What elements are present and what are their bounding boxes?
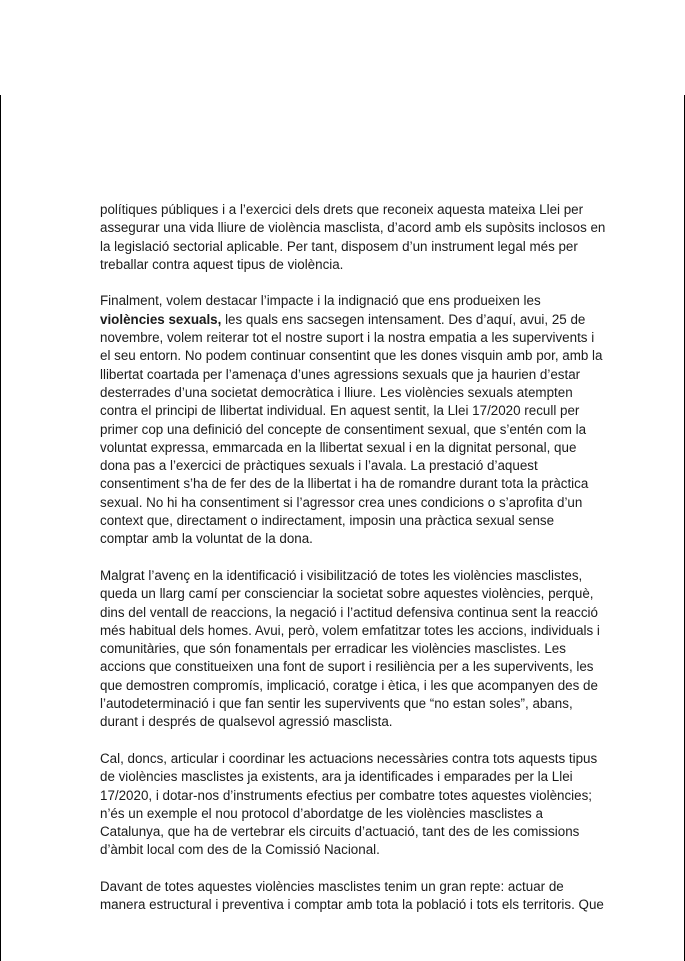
bold-term-sexual-violence: violències sexuals, [100, 311, 222, 327]
paragraph-text: Malgrat l’avenç en la identificació i visibilització de totes les violències masclistes, queda un llarg camí per conscienciar la societat sobre aquestes violències, perquè, dins del ventall de reaccions, la negació i l’actitud defensiva continua sent la reacció més habitual dels homes. Avui, però, volem emfatitzar totes les accions, individuals i comunitàries, que són fonamentals per erradicar les violències masclistes. Les accions que constitueixen una font de suport i resiliència per a les supervivents, les que demostren compromís, implicació, coratge i ètica, i les que acompanyen des de l’autodeterminació i que fan sentir les supervivents que “no estan soles”, abans, durant i després de qualsevol agressió masclista. [100, 567, 600, 730]
paragraph-public-policies [100, 201, 622, 274]
paragraph-lead-text: Finalment, volem destacar l’impacte i la indignació que ens produeixen les [100, 293, 541, 309]
page-left-edge [0, 95, 1, 961]
paragraph-text: Davant de totes aquestes violències masclistes tenim un gran repte: actuar de manera estructural i preventiva i comptar amb tota la població i tots els territoris. Que [100, 878, 604, 913]
paragraph-text: Cal, doncs, articular i coordinar les actuacions necessàries contra tots aquests tipus de violències masclistes ja existents, ara ja identificades i emparades per la Llei 17/2020, i dotar-nos d’instruments efectius per combatre totes aquestes violències; n’és un exemple el nou protocol d’abordatge de les violències masclistes a Catalunya, que ha de vertebrar els circuits d’actuació, tant des de les comissions d’àmbit local com des de la Comissió Nacional. [100, 750, 598, 858]
paragraph-awareness [100, 567, 622, 732]
paragraph-sexual-violence [100, 292, 622, 548]
paragraph-text: les quals ens sacsegen intensament. Des d’aquí, avui, 25 de novembre, volem reiterar tot el nostre suport i la nostra empatia a les supervivents i el seu entorn. No podem continuar consentint que les dones visquin amb por, amb la llibertat coartada per l’amenaça d’unes agressions sexuals que ja haurien d’estar desterrades d’una societat democràtica i lliure. Les violències sexuals atempten contra el principi de llibertat individual. En aquest sentit, la Llei 17/2020 recull per primer cop una definició del concepte de consentiment sexual, que s’entén com la voluntat expressa, emmarcada en la llibertat sexual i en la dignitat personal, que dona pas a l’exercici de pràctiques sexuals i l’avala. La prestació d’aquest consentiment s’ha de fer des de la llibertat i ha de romandre durant tota la pràctica sexual. No hi ha consentiment si l’agressor crea unes condicions o s’aprofita d’un context que, directament o indirectament, imposin una pràctica sexual sense comptar amb la voluntat de la dona. [100, 311, 603, 547]
paragraph-challenge [100, 878, 622, 915]
document-body [100, 201, 622, 933]
paragraph-coordination [100, 750, 622, 860]
paragraph-text: polítiques públiques i a l’exercici dels drets que reconeix aquesta mateixa Llei per assegurar una vida lliure de violència masclista, d’acord amb els supòsits inclosos en la legislació sectorial aplicable. Per tant, disposem d’un instrument legal més per treballar contra aquest tipus de violència. [100, 202, 606, 272]
